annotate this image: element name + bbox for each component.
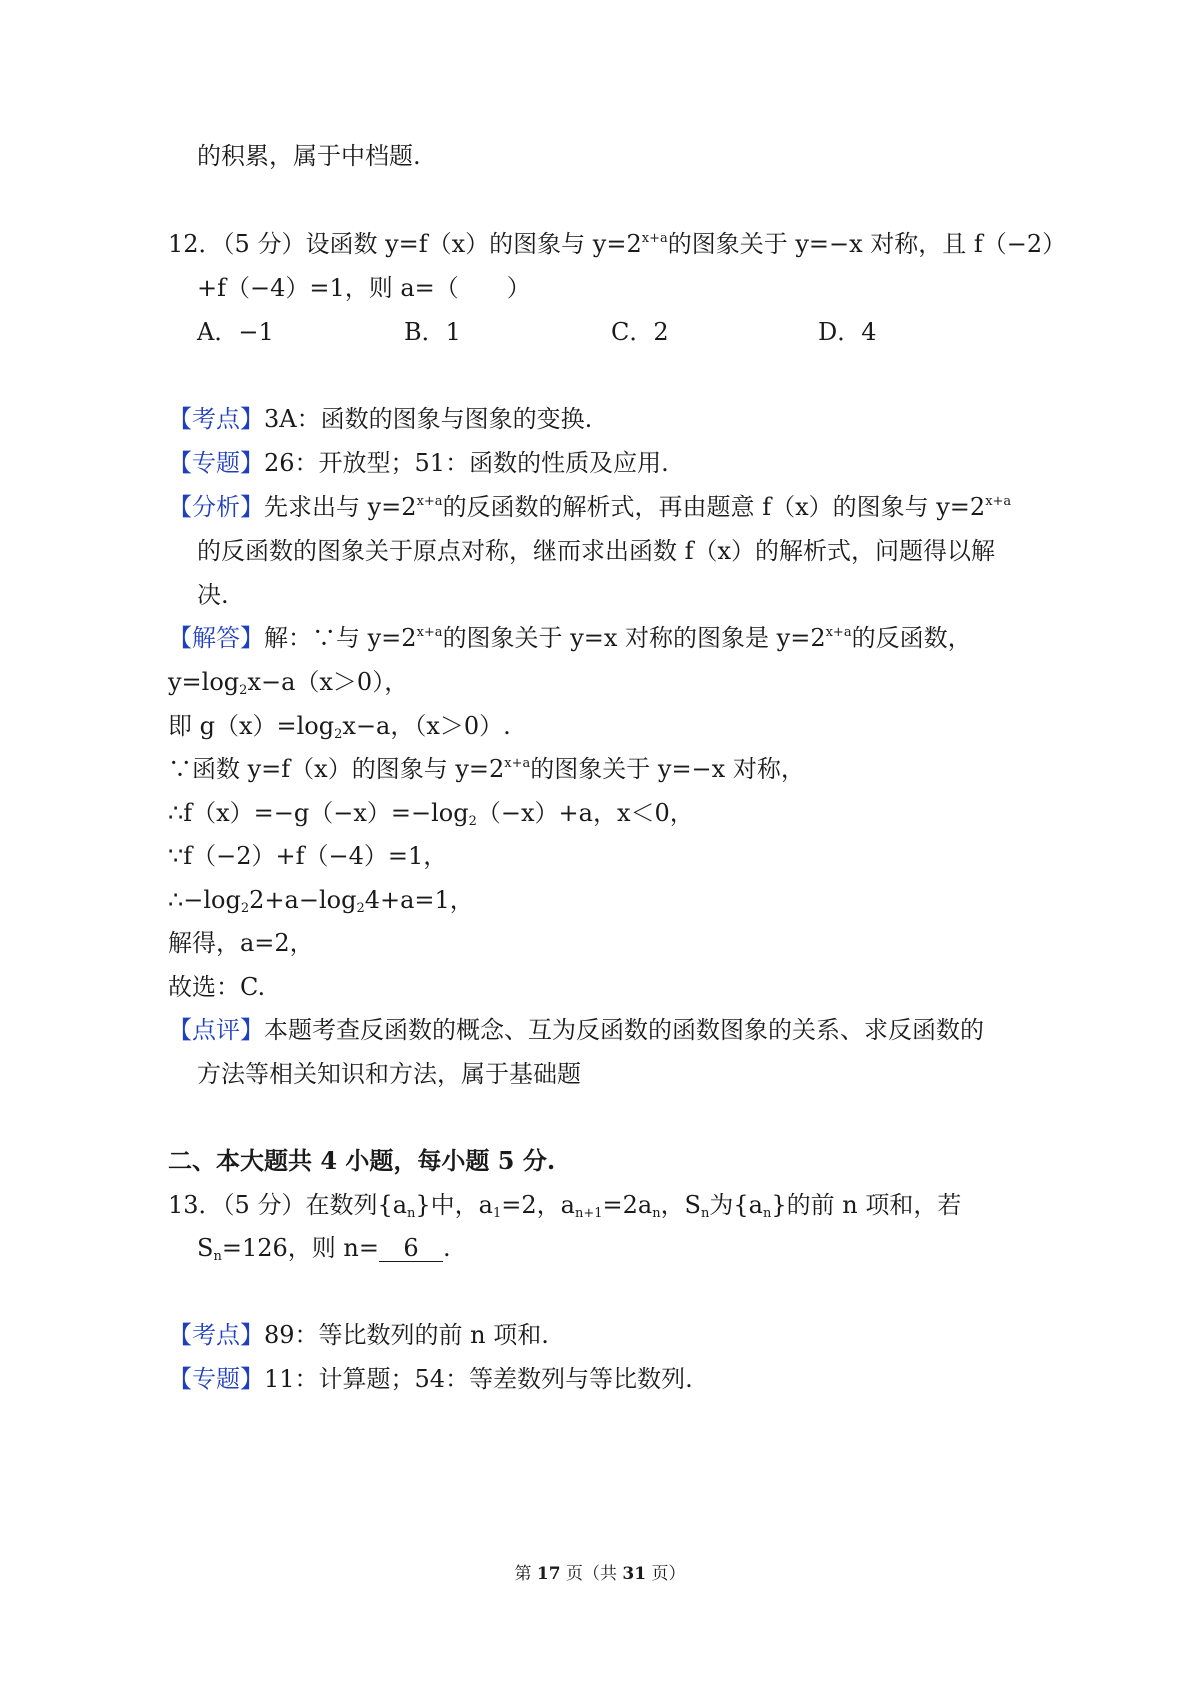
subscript: n xyxy=(652,1206,661,1221)
exponent: x+a xyxy=(416,625,443,640)
log-base: 2 xyxy=(356,901,365,916)
step-text: 2+a−log xyxy=(249,886,357,914)
q13-kaodian-row xyxy=(168,1319,549,1351)
solution-step-7: 解得，a=2， xyxy=(168,929,314,957)
footer-text: 页（共 xyxy=(560,1564,623,1584)
dianping-row-1 xyxy=(168,1014,984,1046)
step-text: x−a（x＞0）， xyxy=(247,668,409,696)
section-2-title: 二、本大题共 4 小题，每小题 5 分. xyxy=(168,1146,556,1175)
solution-step-1 xyxy=(168,666,408,698)
exponent: x+a xyxy=(985,494,1012,509)
question-text: （5 分）在数列{a xyxy=(222,1191,408,1219)
question-text: S xyxy=(197,1234,214,1262)
question-text: =126，则 n= xyxy=(221,1234,379,1262)
question-text: . xyxy=(442,1234,451,1262)
log-base: 2 xyxy=(334,727,343,742)
exponent: x+a xyxy=(825,625,852,640)
previous-comment-tail: 的积累，属于中档题. xyxy=(197,142,421,170)
page-number: 17 xyxy=(536,1564,561,1584)
question-text: }中，a xyxy=(415,1191,493,1219)
question-12-options xyxy=(197,316,1025,348)
kaodian-text: 89：等比数列的前 n 项和. xyxy=(264,1321,549,1349)
jieda-row-1 xyxy=(168,622,972,654)
jieda-text: 的图象关于 y=x 对称的图象是 y=2 xyxy=(442,624,826,652)
zhuanti-label: 【专题】 xyxy=(168,1365,264,1393)
option-c: C．2 xyxy=(611,318,669,346)
step-text: （−x）+a，x＜0， xyxy=(476,799,694,827)
step-text: 即 g（x）=log xyxy=(168,712,335,740)
kaodian-text: 3A：函数的图象与图象的变换. xyxy=(264,405,593,433)
jieda-text: 的反函数， xyxy=(851,624,972,652)
subscript: n xyxy=(762,1206,772,1221)
subscript: 1 xyxy=(492,1206,502,1221)
question-text: =2a xyxy=(602,1191,653,1219)
solution-step-6 xyxy=(168,884,474,916)
solution-step-8: 故选：C. xyxy=(168,973,266,1001)
log-base: 2 xyxy=(240,901,250,916)
exponent: x+a xyxy=(416,494,443,509)
step-text: ∴−log xyxy=(168,886,241,914)
option-a: A．−1 xyxy=(197,318,274,346)
question-text: 为{a xyxy=(709,1191,763,1219)
solution-step-3 xyxy=(168,753,805,785)
fenxi-row-1 xyxy=(168,491,1011,523)
zhuanti-row xyxy=(168,447,669,479)
footer-text: 第 xyxy=(514,1564,537,1584)
fenxi-text: 的反函数的解析式，再由题意 f（x）的图象与 y=2 xyxy=(442,493,986,521)
question-12-line-2: +f（−4）=1，则 a=（ ） xyxy=(197,274,531,302)
jieda-label: 【解答】 xyxy=(168,624,264,652)
question-text: }的前 n 项和，若 xyxy=(771,1191,962,1219)
question-13-line-1 xyxy=(168,1189,961,1221)
question-12-line-1 xyxy=(168,228,1066,260)
fenxi-row-3: 决. xyxy=(197,581,229,609)
subscript: n xyxy=(213,1249,222,1264)
solution-step-5: ∵f（−2）+f（−4）=1， xyxy=(168,842,448,870)
log-base: 2 xyxy=(468,814,477,829)
question-text: ，S xyxy=(660,1191,702,1219)
total-pages: 31 xyxy=(622,1564,647,1584)
question-number: 13． xyxy=(168,1191,223,1219)
solution-step-4 xyxy=(168,797,694,829)
page-footer xyxy=(0,1562,1200,1586)
kaodian-label: 【考点】 xyxy=(168,1321,264,1349)
answer-blank: 6 xyxy=(379,1235,443,1262)
subscript: n xyxy=(701,1206,710,1221)
dianping-label: 【点评】 xyxy=(168,1016,264,1044)
option-d: D．4 xyxy=(818,318,877,346)
question-number: 12． xyxy=(168,230,223,258)
step-text: ∴f（x）=−g（−x）=−log xyxy=(168,799,469,827)
subscript: n xyxy=(407,1206,416,1221)
log-base: 2 xyxy=(239,683,248,698)
subscript: n+1 xyxy=(574,1206,603,1221)
zhuanti-text: 26：开放型；51：函数的性质及应用. xyxy=(264,449,669,477)
step-text: 的图象关于 y=−x 对称， xyxy=(530,755,805,783)
question-text: =2，a xyxy=(501,1191,575,1219)
zhuanti-label: 【专题】 xyxy=(168,449,264,477)
step-text: y=log xyxy=(168,668,240,696)
step-text: x−a，（x＞0）. xyxy=(342,712,511,740)
question-text: 的图象关于 y=−x 对称，且 f（−2） xyxy=(667,230,1067,258)
option-b: B．1 xyxy=(404,318,461,346)
jieda-text: 解：∵与 y=2 xyxy=(264,624,417,652)
exponent: x+a xyxy=(641,231,668,246)
fenxi-text: 先求出与 y=2 xyxy=(264,493,417,521)
kaodian-label: 【考点】 xyxy=(168,405,264,433)
zhuanti-text: 11：计算题；54：等差数列与等比数列. xyxy=(264,1365,693,1393)
fenxi-label: 【分析】 xyxy=(168,493,264,521)
fenxi-row-2: 的反函数的图象关于原点对称，继而求出函数 f（x）的解析式，问题得以解 xyxy=(197,537,996,565)
step-text: 4+a=1， xyxy=(364,886,474,914)
q13-zhuanti-row xyxy=(168,1363,693,1395)
dianping-text: 本题考查反函数的概念、互为反函数的函数图象的关系、求反函数的 xyxy=(264,1016,984,1044)
kaodian-row xyxy=(168,403,592,435)
question-13-line-2 xyxy=(197,1232,451,1264)
question-text: （5 分）设函数 y=f（x）的图象与 y=2 xyxy=(222,230,642,258)
dianping-row-2: 方法等相关知识和方法，属于基础题 xyxy=(197,1060,581,1088)
footer-text: 页） xyxy=(646,1564,686,1584)
exponent: x+a xyxy=(504,756,531,771)
solution-step-2 xyxy=(168,710,511,742)
step-text: ∵函数 y=f（x）的图象与 y=2 xyxy=(168,755,505,783)
